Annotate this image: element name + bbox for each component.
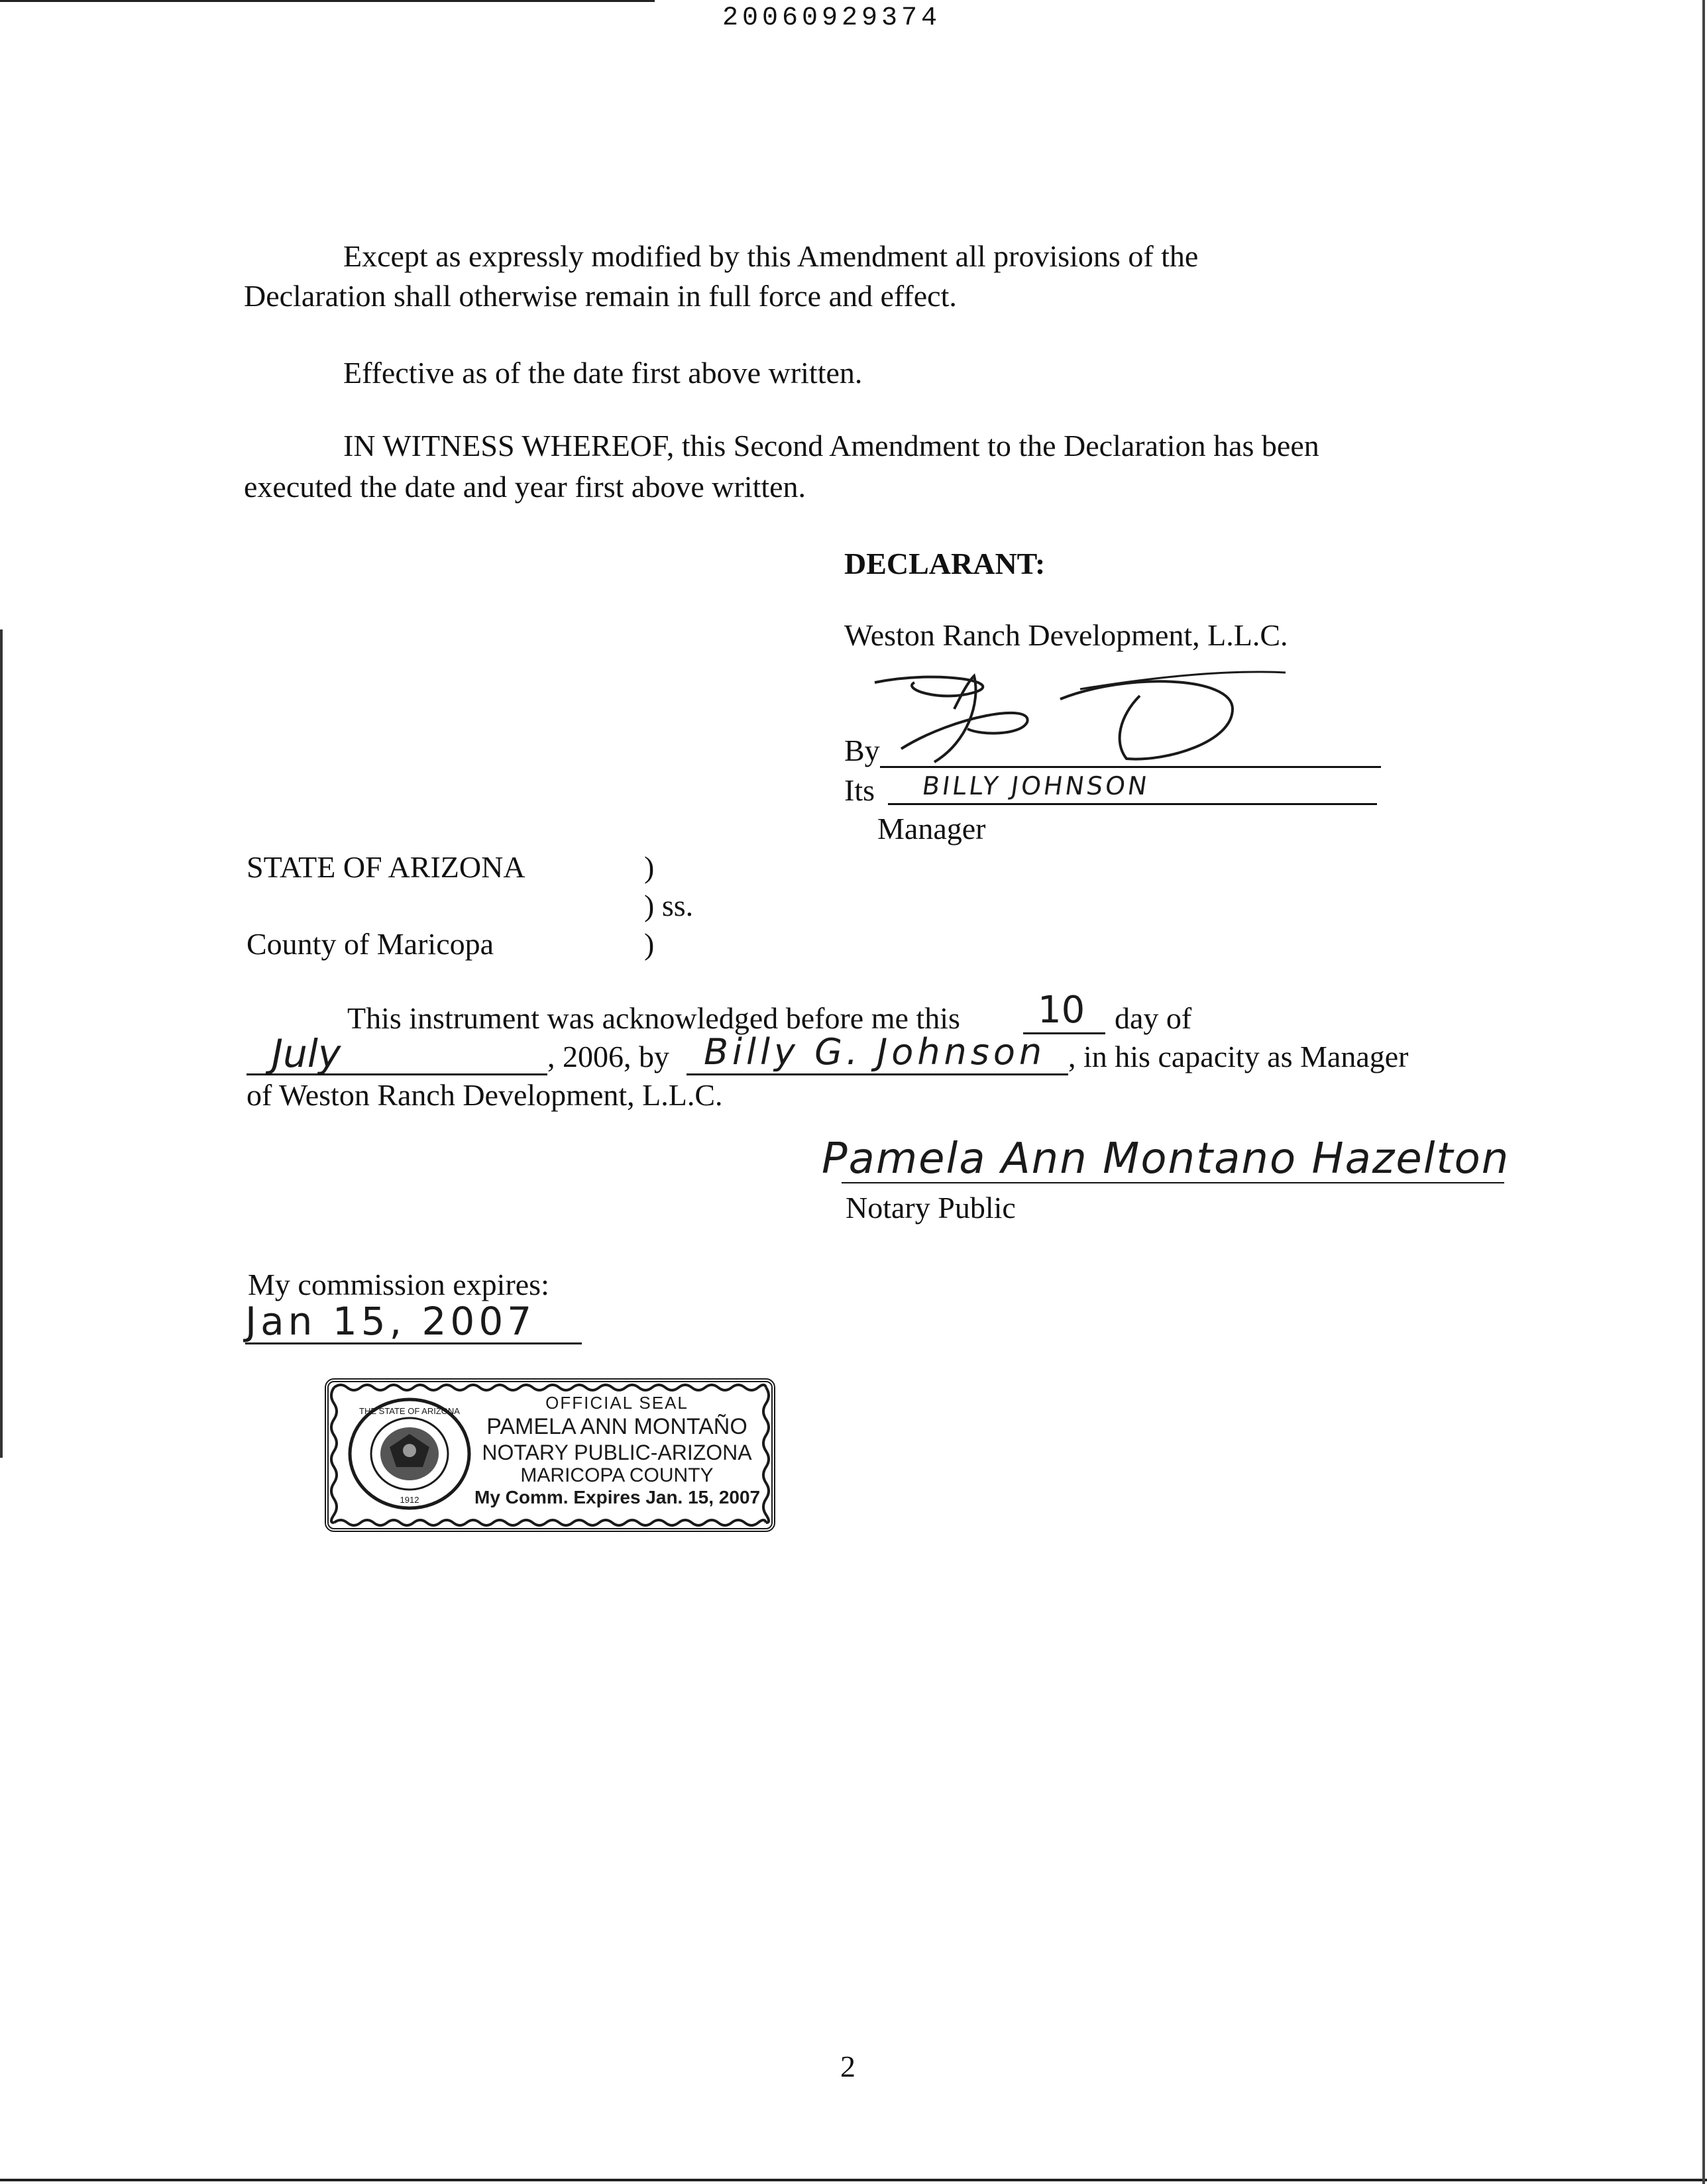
venue-ss: ) ss. [644, 889, 694, 922]
scan-edge-top [0, 0, 655, 2]
ack-line-1-before: This instrument was acknowledged before me this [347, 1001, 960, 1035]
seal-line-5: My Comm. Expires Jan. 15, 2007 [474, 1487, 761, 1507]
paragraph-2: Effective as of the date first above written. [343, 356, 863, 390]
venue-state: STATE OF ARIZONA [247, 850, 525, 884]
ack-line-3: of Weston Ranch Development, L.L.C. [247, 1078, 723, 1112]
declarant-company: Weston Ranch Development, L.L.C. [844, 618, 1288, 652]
document-number: 20060929374 [722, 3, 942, 33]
paragraph-1-line-1: Except as expressly modified by this Amendment all provisions of the [343, 239, 1199, 273]
ack-month-line [247, 1073, 547, 1075]
seal-line-2: PAMELA ANN MONTAÑO [486, 1414, 747, 1439]
its-handwritten-name: BILLY JOHNSON [920, 771, 1152, 800]
seal-line-3: NOTARY PUBLIC-ARIZONA [482, 1441, 752, 1464]
ack-name-handwritten: Billy G. Johnson [704, 1031, 1046, 1073]
ack-month-handwritten: July [272, 1031, 341, 1076]
venue-county: County of Maricopa [247, 927, 494, 961]
paragraph-3-line-2: executed the date and year first above written. [244, 470, 806, 504]
venue-paren-3: ) [644, 927, 655, 961]
notary-seal-stamp [325, 1378, 775, 1532]
commission-date-line [245, 1342, 582, 1344]
by-signature-line [880, 766, 1381, 768]
declarant-heading: DECLARANT: [844, 547, 1046, 580]
venue-paren-1: ) [644, 850, 655, 884]
declarant-title: Manager [877, 812, 986, 846]
notary-signature: Pamela Ann Montano Hazelton [822, 1134, 1510, 1183]
svg-text:THE STATE OF ARIZONA: THE STATE OF ARIZONA [359, 1406, 460, 1416]
paragraph-1-line-2: Declaration shall otherwise remain in full force and effect. [244, 279, 957, 313]
commission-date-handwritten: Jan 15, 2007 [245, 1299, 536, 1344]
seal-line-4: MARICOPA COUNTY [520, 1464, 714, 1486]
scan-edge-right [1702, 0, 1705, 2184]
svg-text:1912: 1912 [400, 1495, 419, 1505]
by-label: By [844, 734, 880, 767]
declarant-signature [861, 663, 1325, 782]
paragraph-3-line-1: IN WITNESS WHEREOF, this Second Amendment to the Declaration has been [343, 429, 1319, 463]
page-number: 2 [840, 2049, 855, 2083]
seal-line-1: OFFICIAL SEAL [545, 1393, 688, 1413]
commission-label: My commission expires: [248, 1268, 549, 1301]
notary-signature-line [842, 1182, 1504, 1183]
arizona-state-seal-icon [343, 1394, 476, 1513]
its-line [888, 803, 1377, 805]
scan-edge-bottom [0, 2179, 1707, 2181]
ack-name-line [687, 1073, 1068, 1075]
ack-line-1-after: day of [1115, 1001, 1192, 1035]
notary-label: Notary Public [846, 1191, 1016, 1225]
scan-edge-left [0, 629, 3, 1458]
its-label: Its [844, 773, 875, 807]
ack-capacity-text: , in his capacity as Manager [1068, 1040, 1409, 1073]
ack-year-text: , 2006, by [547, 1040, 669, 1073]
ack-day-handwritten: 10 [1038, 989, 1085, 1032]
